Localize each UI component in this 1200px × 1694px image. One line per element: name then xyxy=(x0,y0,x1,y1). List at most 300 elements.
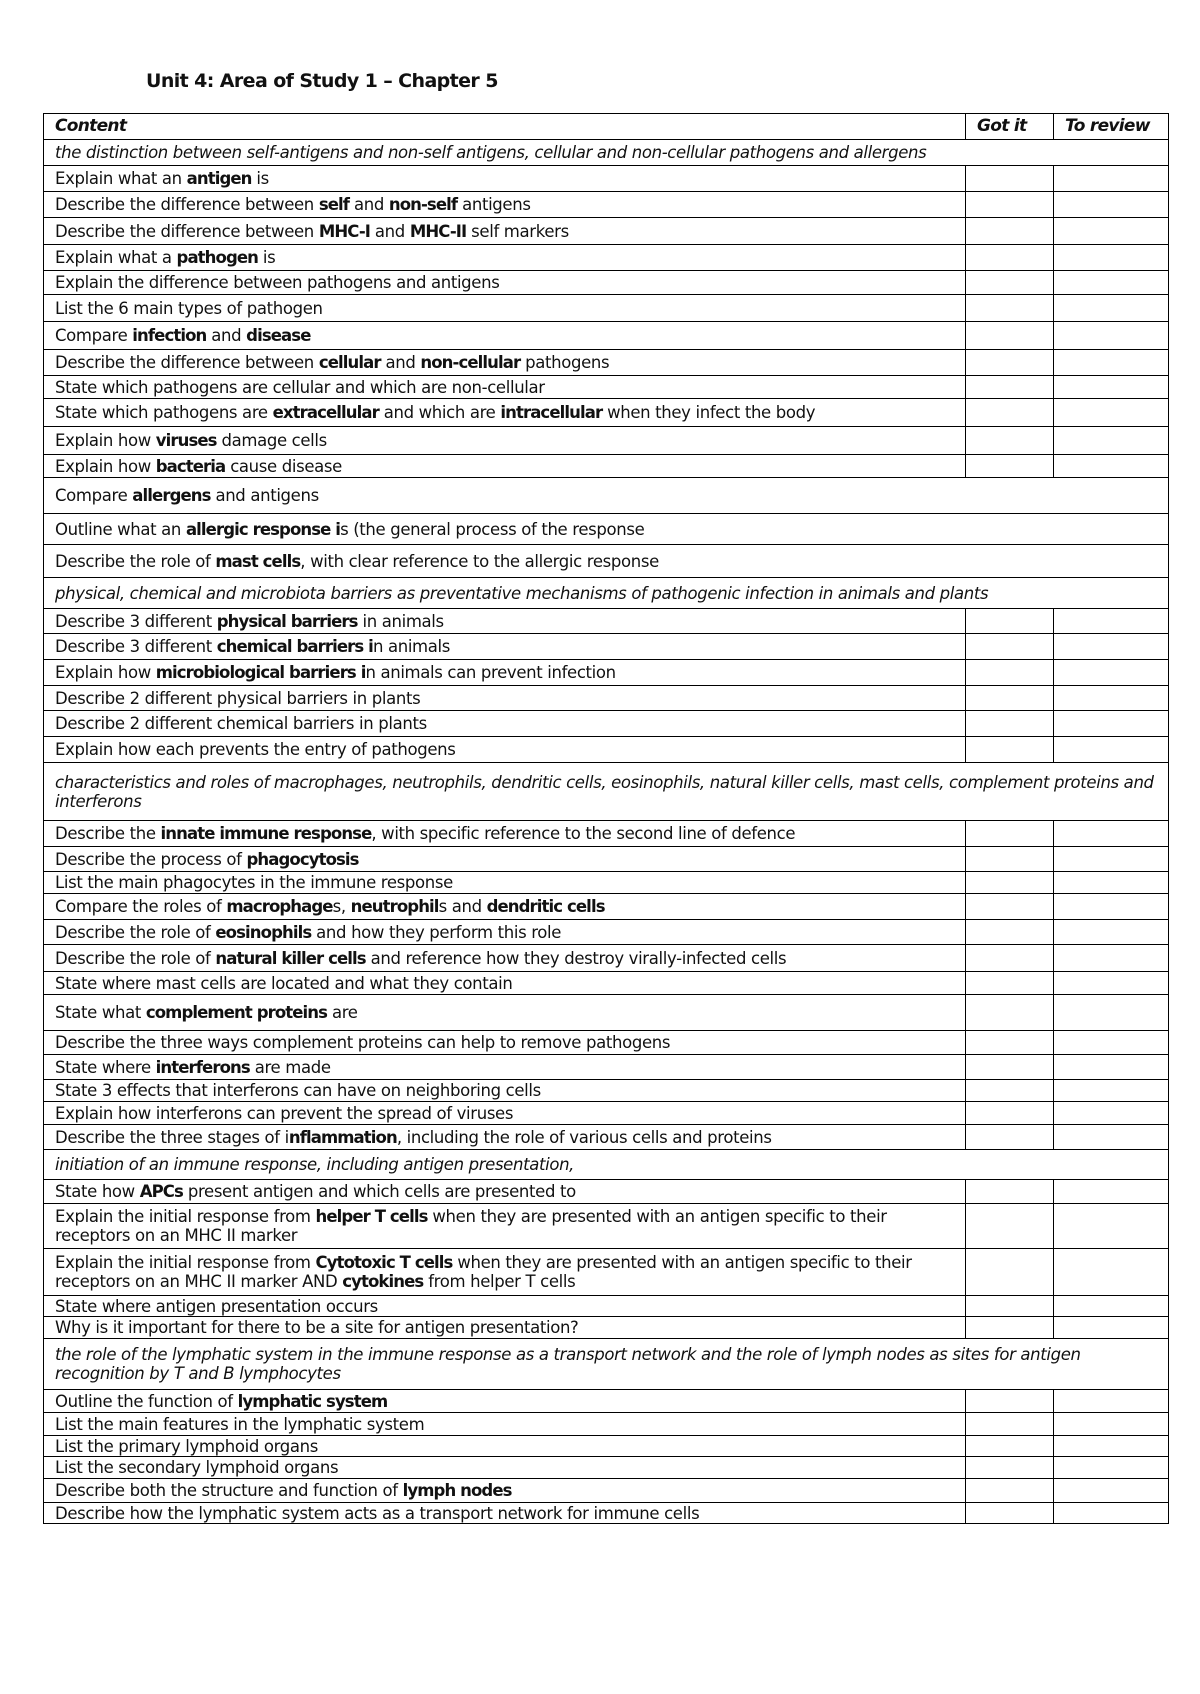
item-text-fragment: when they are presented with an antigen specific to their receptors on an MHC II marker AND xyxy=(55,1253,912,1291)
got-it-checkbox-cell[interactable] xyxy=(966,295,1054,322)
to-review-checkbox-cell[interactable] xyxy=(1054,427,1169,455)
item-text-fragment: pathogens xyxy=(520,353,610,372)
section-heading: physical, chemical and microbiota barriers as preventative mechanisms of pathogenic infection in animals and plants xyxy=(44,578,1169,609)
item-text-fragment: s (the general process of the response xyxy=(340,519,645,539)
checklist-item-text xyxy=(44,711,966,737)
got-it-checkbox-cell[interactable] xyxy=(966,1180,1054,1204)
checklist-item-text xyxy=(44,872,966,894)
key-term: helper T cells xyxy=(315,1207,428,1226)
key-term: pathogen xyxy=(176,248,258,267)
checklist-item-text xyxy=(44,514,1169,545)
got-it-checkbox-cell[interactable] xyxy=(966,245,1054,271)
to-review-checkbox-cell[interactable] xyxy=(1054,350,1169,376)
item-text-fragment: damage cells xyxy=(216,431,327,450)
item-text-fragment: Compare xyxy=(55,486,133,505)
header-content: Content xyxy=(44,114,966,140)
got-it-checkbox-cell[interactable] xyxy=(966,711,1054,737)
section-heading: characteristics and roles of macrophages, neutrophils, dendritic cells, eosinophils, natural killer cells, mast cells, complement proteins and interferons xyxy=(44,763,1169,821)
key-term: mast cells xyxy=(215,551,301,571)
checklist-row xyxy=(44,1296,1169,1317)
key-term: innate immune response xyxy=(160,824,372,843)
checklist-row xyxy=(44,995,1169,1031)
to-review-checkbox-cell[interactable] xyxy=(1054,1503,1169,1524)
checklist-item-text xyxy=(44,350,966,376)
checklist-row xyxy=(44,894,1169,920)
got-it-checkbox-cell[interactable] xyxy=(966,1080,1054,1102)
section-heading-row xyxy=(44,763,1169,821)
item-text-fragment: Compare xyxy=(55,326,133,345)
checklist-item-text xyxy=(44,686,966,711)
got-it-checkbox-cell[interactable] xyxy=(966,218,1054,245)
checklist-item-text xyxy=(44,322,966,350)
item-text-fragment: Explain what an xyxy=(55,169,187,188)
to-review-checkbox-cell[interactable] xyxy=(1054,455,1169,478)
key-term: eosinophils xyxy=(215,922,312,942)
key-term: cytokines xyxy=(342,1272,424,1291)
got-it-checkbox-cell[interactable] xyxy=(966,1296,1054,1317)
section-heading-row xyxy=(44,578,1169,609)
to-review-checkbox-cell[interactable] xyxy=(1054,711,1169,737)
item-text-fragment: List the main features in the lymphatic system xyxy=(55,1414,425,1434)
checklist-row xyxy=(44,972,1169,995)
item-text-fragment: antigens xyxy=(457,195,531,214)
item-text-fragment: from helper T cells xyxy=(423,1272,576,1291)
key-term: lymph nodes xyxy=(402,1481,512,1500)
checklist-item-text xyxy=(44,376,966,399)
checklist-row xyxy=(44,192,1169,218)
key-term: MHC-I xyxy=(318,221,371,241)
item-text-fragment: Describe the role of xyxy=(55,551,216,571)
got-it-checkbox-cell[interactable] xyxy=(966,192,1054,218)
checklist-row xyxy=(44,271,1169,295)
section-heading: the role of the lymphatic system in the immune response as a transport network and the role of lymph nodes as sites for antigen recognition by T and B lymphocytes xyxy=(44,1339,1169,1390)
checklist-row xyxy=(44,350,1169,376)
checklist-row xyxy=(44,166,1169,192)
checklist-item-text xyxy=(44,1479,966,1503)
item-text-fragment: State where mast cells are located and what they contain xyxy=(55,973,513,993)
got-it-checkbox-cell[interactable] xyxy=(966,271,1054,295)
checklist-item-text xyxy=(44,1457,966,1479)
got-it-checkbox-cell[interactable] xyxy=(966,376,1054,399)
to-review-checkbox-cell[interactable] xyxy=(1054,1031,1169,1055)
key-term: nflammation xyxy=(288,1127,397,1147)
item-text-fragment: are xyxy=(327,1003,358,1022)
key-term: APCs xyxy=(139,1182,183,1201)
key-term: lymphatic system xyxy=(237,1391,388,1411)
checklist-row xyxy=(44,1249,1169,1296)
got-it-checkbox-cell[interactable] xyxy=(966,166,1054,192)
checklist-row xyxy=(44,660,1169,686)
item-text-fragment: Describe the role of xyxy=(55,948,216,968)
item-text-fragment: and how they perform this role xyxy=(311,922,562,942)
to-review-checkbox-cell[interactable] xyxy=(1054,1102,1169,1125)
item-text-fragment: Explain the initial response from xyxy=(55,1253,316,1272)
to-review-checkbox-cell[interactable] xyxy=(1054,1296,1169,1317)
checklist-row xyxy=(44,1055,1169,1080)
checklist-row xyxy=(44,1413,1169,1436)
item-text-fragment: Outline the function of xyxy=(55,1391,238,1411)
to-review-checkbox-cell[interactable] xyxy=(1054,1436,1169,1457)
to-review-checkbox-cell[interactable] xyxy=(1054,945,1169,972)
item-text-fragment: State where antigen presentation occurs xyxy=(55,1296,378,1316)
got-it-checkbox-cell[interactable] xyxy=(966,1457,1054,1479)
checklist-item-text xyxy=(44,609,966,634)
checklist-row xyxy=(44,1204,1169,1249)
checklist-item-text xyxy=(44,1249,966,1296)
checklist-item-text xyxy=(44,1055,966,1080)
item-text-fragment: present antigen and which cells are presented to xyxy=(182,1182,576,1201)
item-text-fragment: , with specific reference to the second line of defence xyxy=(371,824,796,843)
got-it-checkbox-cell[interactable] xyxy=(966,350,1054,376)
checklist-row xyxy=(44,821,1169,847)
to-review-checkbox-cell[interactable] xyxy=(1054,1204,1169,1249)
checklist-item-text xyxy=(44,920,966,945)
to-review-checkbox-cell[interactable] xyxy=(1054,295,1169,322)
to-review-checkbox-cell[interactable] xyxy=(1054,634,1169,660)
checklist-row xyxy=(44,295,1169,322)
to-review-checkbox-cell[interactable] xyxy=(1054,686,1169,711)
key-term: allergens xyxy=(132,486,211,505)
got-it-checkbox-cell[interactable] xyxy=(966,1413,1054,1436)
checklist-item-text xyxy=(44,1503,966,1524)
got-it-checkbox-cell[interactable] xyxy=(966,455,1054,478)
checklist-row xyxy=(44,609,1169,634)
checklist-item-text xyxy=(44,427,966,455)
key-term: physical barriers xyxy=(216,611,358,631)
to-review-checkbox-cell[interactable] xyxy=(1054,995,1169,1031)
key-term: Cytotoxic T cells xyxy=(315,1253,453,1272)
key-term: complement proteins xyxy=(145,1003,328,1022)
item-text-fragment: List the 6 main types of pathogen xyxy=(55,298,323,318)
checklist-item-text xyxy=(44,1413,966,1436)
got-it-checkbox-cell[interactable] xyxy=(966,660,1054,686)
got-it-checkbox-cell[interactable] xyxy=(966,1055,1054,1080)
section-heading-row xyxy=(44,1339,1169,1390)
item-text-fragment: and xyxy=(370,221,410,241)
to-review-checkbox-cell[interactable] xyxy=(1054,660,1169,686)
item-text-fragment: Explain how xyxy=(55,456,156,476)
to-review-checkbox-cell[interactable] xyxy=(1054,609,1169,634)
to-review-checkbox-cell[interactable] xyxy=(1054,1413,1169,1436)
item-text-fragment: is xyxy=(251,169,269,188)
checklist-item-text xyxy=(44,945,966,972)
item-text-fragment: Explain how each prevents the entry of pathogens xyxy=(55,740,456,759)
got-it-checkbox-cell[interactable] xyxy=(966,1503,1054,1524)
item-text-fragment: , with clear reference to the allergic response xyxy=(300,551,659,571)
key-term: neutrophil xyxy=(350,897,439,916)
checklist-row xyxy=(44,218,1169,245)
got-it-checkbox-cell[interactable] xyxy=(966,972,1054,995)
study-checklist-table xyxy=(43,113,1169,1524)
got-it-checkbox-cell[interactable] xyxy=(966,1390,1054,1413)
key-term: intracellular xyxy=(500,403,603,422)
to-review-checkbox-cell[interactable] xyxy=(1054,737,1169,763)
to-review-checkbox-cell[interactable] xyxy=(1054,218,1169,245)
checklist-row xyxy=(44,1125,1169,1150)
got-it-checkbox-cell[interactable] xyxy=(966,399,1054,427)
item-text-fragment: is xyxy=(258,248,276,267)
item-text-fragment: Explain the initial response from xyxy=(55,1207,316,1226)
checklist-item-text xyxy=(44,271,966,295)
key-term: non-self xyxy=(388,195,458,214)
item-text-fragment: and xyxy=(349,195,389,214)
to-review-checkbox-cell[interactable] xyxy=(1054,322,1169,350)
checklist-item-text xyxy=(44,737,966,763)
checklist-row xyxy=(44,711,1169,737)
checklist-row xyxy=(44,1102,1169,1125)
got-it-checkbox-cell[interactable] xyxy=(966,737,1054,763)
got-it-checkbox-cell[interactable] xyxy=(966,847,1054,872)
key-term: cellular xyxy=(318,353,381,372)
checklist-row xyxy=(44,872,1169,894)
item-text-fragment: State where xyxy=(55,1057,156,1077)
to-review-checkbox-cell[interactable] xyxy=(1054,1479,1169,1503)
key-term: viruses xyxy=(155,431,217,450)
checklist-row xyxy=(44,1080,1169,1102)
checklist-item-text xyxy=(44,399,966,427)
checklist-row xyxy=(44,1317,1169,1339)
checklist-row xyxy=(44,686,1169,711)
key-term: microbiological barriers i xyxy=(155,663,366,682)
checklist-row xyxy=(44,1479,1169,1503)
got-it-checkbox-cell[interactable] xyxy=(966,1317,1054,1339)
item-text-fragment: n animals xyxy=(372,637,451,656)
item-text-fragment: State 3 effects that interferons can have on neighboring cells xyxy=(55,1081,541,1100)
to-review-checkbox-cell[interactable] xyxy=(1054,1317,1169,1339)
got-it-checkbox-cell[interactable] xyxy=(966,1125,1054,1150)
item-text-fragment: Describe the difference between xyxy=(55,195,319,214)
item-text-fragment: cause disease xyxy=(225,456,342,476)
to-review-checkbox-cell[interactable] xyxy=(1054,399,1169,427)
item-text-fragment: Compare the roles of xyxy=(55,897,227,916)
checklist-row xyxy=(44,1503,1169,1524)
got-it-checkbox-cell[interactable] xyxy=(966,1204,1054,1249)
checklist-item-text xyxy=(44,455,966,478)
key-term: allergic response i xyxy=(185,519,341,539)
item-text-fragment: Explain the difference between pathogens and antigens xyxy=(55,273,500,292)
item-text-fragment: when they are presented with an antigen specific to their receptors on an MHC II marker xyxy=(55,1207,887,1245)
key-term: self xyxy=(318,195,350,214)
key-term: infection xyxy=(132,326,207,345)
item-text-fragment: and which are xyxy=(378,403,501,422)
item-text-fragment: List the primary lymphoid organs xyxy=(55,1436,319,1456)
section-heading-row xyxy=(44,1150,1169,1180)
got-it-checkbox-cell[interactable] xyxy=(966,1031,1054,1055)
checklist-item-text xyxy=(44,894,966,920)
section-heading: the distinction between self-antigens and non-self antigens, cellular and non-cellular pathogens and allergens xyxy=(44,140,1169,166)
item-text-fragment: Describe the role of xyxy=(55,922,216,942)
checklist-row xyxy=(44,634,1169,660)
checklist-row xyxy=(44,545,1169,578)
item-text-fragment: when they infect the body xyxy=(602,403,816,422)
key-term: non-cellular xyxy=(420,353,521,372)
checklist-row xyxy=(44,455,1169,478)
checklist-row xyxy=(44,1457,1169,1479)
item-text-fragment: Why is it important for there to be a site for antigen presentation? xyxy=(55,1318,579,1337)
checklist-item-text xyxy=(44,1317,966,1339)
to-review-checkbox-cell[interactable] xyxy=(1054,1390,1169,1413)
checklist-item-text xyxy=(44,295,966,322)
checklist-item-text xyxy=(44,995,966,1031)
checklist-item-text xyxy=(44,545,1169,578)
item-text-fragment: Outline what an xyxy=(55,519,186,539)
header-row xyxy=(44,114,1169,140)
key-term: macrophage xyxy=(226,897,333,916)
to-review-checkbox-cell[interactable] xyxy=(1054,166,1169,192)
item-text-fragment: List the main phagocytes in the immune response xyxy=(55,873,453,892)
key-term: bacteria xyxy=(155,456,226,476)
key-term: dendritic cells xyxy=(486,897,605,916)
item-text-fragment: Describe 2 different chemical barriers in plants xyxy=(55,714,427,733)
checklist-row xyxy=(44,514,1169,545)
to-review-checkbox-cell[interactable] xyxy=(1054,192,1169,218)
item-text-fragment: Describe the three stages of i xyxy=(55,1127,289,1147)
checklist-row xyxy=(44,478,1169,514)
checklist-item-text xyxy=(44,166,966,192)
item-text-fragment: State which pathogens are cellular and which are non-cellular xyxy=(55,377,545,397)
item-text-fragment: State which pathogens are xyxy=(55,403,273,422)
to-review-checkbox-cell[interactable] xyxy=(1054,1055,1169,1080)
checklist-item-text xyxy=(44,1296,966,1317)
got-it-checkbox-cell[interactable] xyxy=(966,945,1054,972)
header-got-it: Got it xyxy=(966,114,1054,140)
key-term: phagocytosis xyxy=(246,849,359,869)
got-it-checkbox-cell[interactable] xyxy=(966,634,1054,660)
checklist-row xyxy=(44,399,1169,427)
checklist-item-text xyxy=(44,1436,966,1457)
checklist-item-text xyxy=(44,1102,966,1125)
got-it-checkbox-cell[interactable] xyxy=(966,322,1054,350)
item-text-fragment: Describe how the lymphatic system acts as a transport network for immune cells xyxy=(55,1503,700,1523)
item-text-fragment: List the secondary lymphoid organs xyxy=(55,1458,339,1477)
checklist-item-text xyxy=(44,192,966,218)
item-text-fragment: n animals can prevent infection xyxy=(365,663,616,682)
checklist-item-text xyxy=(44,1031,966,1055)
to-review-checkbox-cell[interactable] xyxy=(1054,1125,1169,1150)
to-review-checkbox-cell[interactable] xyxy=(1054,847,1169,872)
to-review-checkbox-cell[interactable] xyxy=(1054,920,1169,945)
item-text-fragment: Describe the difference between xyxy=(55,221,319,241)
checklist-item-text xyxy=(44,847,966,872)
to-review-checkbox-cell[interactable] xyxy=(1054,872,1169,894)
to-review-checkbox-cell[interactable] xyxy=(1054,1249,1169,1296)
section-heading: initiation of an immune response, including antigen presentation, xyxy=(44,1150,1169,1180)
item-text-fragment: in animals xyxy=(357,611,444,631)
item-text-fragment: Describe both the structure and function of xyxy=(55,1481,403,1500)
header-to-review: To review xyxy=(1054,114,1169,140)
checklist-row xyxy=(44,427,1169,455)
checklist-item-text xyxy=(44,972,966,995)
checklist-row xyxy=(44,945,1169,972)
got-it-checkbox-cell[interactable] xyxy=(966,920,1054,945)
to-review-checkbox-cell[interactable] xyxy=(1054,1180,1169,1204)
got-it-checkbox-cell[interactable] xyxy=(966,995,1054,1031)
checklist-item-text xyxy=(44,245,966,271)
key-term: antigen xyxy=(186,169,252,188)
item-text-fragment: s, xyxy=(332,897,351,916)
checklist-row xyxy=(44,376,1169,399)
checklist-row xyxy=(44,1180,1169,1204)
checklist-row xyxy=(44,1390,1169,1413)
key-term: interferons xyxy=(155,1057,250,1077)
item-text-fragment: Explain what a xyxy=(55,248,177,267)
to-review-checkbox-cell[interactable] xyxy=(1054,1080,1169,1102)
key-term: natural killer cells xyxy=(215,948,366,968)
got-it-checkbox-cell[interactable] xyxy=(966,1249,1054,1296)
item-text-fragment: and antigens xyxy=(210,486,319,505)
checklist-item-text xyxy=(44,1204,966,1249)
item-text-fragment: Describe the difference between xyxy=(55,353,319,372)
item-text-fragment: Describe 3 different xyxy=(55,637,217,656)
item-text-fragment: Describe the three ways complement proteins can help to remove pathogens xyxy=(55,1033,671,1052)
key-term: disease xyxy=(246,326,311,345)
checklist-row xyxy=(44,322,1169,350)
checklist-row xyxy=(44,1031,1169,1055)
checklist-item-text xyxy=(44,660,966,686)
item-text-fragment: State how xyxy=(55,1182,140,1201)
got-it-checkbox-cell[interactable] xyxy=(966,894,1054,920)
got-it-checkbox-cell[interactable] xyxy=(966,609,1054,634)
to-review-checkbox-cell[interactable] xyxy=(1054,245,1169,271)
checklist-item-text xyxy=(44,634,966,660)
got-it-checkbox-cell[interactable] xyxy=(966,427,1054,455)
key-term: extracellular xyxy=(272,403,379,422)
item-text-fragment: State what xyxy=(55,1003,146,1022)
to-review-checkbox-cell[interactable] xyxy=(1054,894,1169,920)
to-review-checkbox-cell[interactable] xyxy=(1054,376,1169,399)
to-review-checkbox-cell[interactable] xyxy=(1054,972,1169,995)
got-it-checkbox-cell[interactable] xyxy=(966,821,1054,847)
checklist-item-text xyxy=(44,1080,966,1102)
item-text-fragment: , including the role of various cells and proteins xyxy=(396,1127,772,1147)
item-text-fragment: self markers xyxy=(466,221,569,241)
checklist-item-text xyxy=(44,1180,966,1204)
checklist-row xyxy=(44,920,1169,945)
item-text-fragment: s and xyxy=(438,897,487,916)
item-text-fragment: Describe the xyxy=(55,824,161,843)
section-heading-row xyxy=(44,140,1169,166)
checklist-item-text xyxy=(44,821,966,847)
item-text-fragment: are made xyxy=(249,1057,331,1077)
item-text-fragment: and xyxy=(206,326,247,345)
item-text-fragment: Explain how xyxy=(55,663,156,682)
checklist-row xyxy=(44,245,1169,271)
to-review-checkbox-cell[interactable] xyxy=(1054,1457,1169,1479)
item-text-fragment: and xyxy=(380,353,421,372)
got-it-checkbox-cell[interactable] xyxy=(966,686,1054,711)
got-it-checkbox-cell[interactable] xyxy=(966,1102,1054,1125)
item-text-fragment: Explain how xyxy=(55,431,156,450)
item-text-fragment: and reference how they destroy virally-infected cells xyxy=(365,948,787,968)
checklist-item-text xyxy=(44,1390,966,1413)
checklist-item-text xyxy=(44,478,1169,514)
document-title: Unit 4: Area of Study 1 – Chapter 5 xyxy=(146,70,498,92)
checklist-row xyxy=(44,847,1169,872)
to-review-checkbox-cell[interactable] xyxy=(1054,821,1169,847)
checklist-row xyxy=(44,1436,1169,1457)
item-text-fragment: Describe the process of xyxy=(55,849,247,869)
got-it-checkbox-cell[interactable] xyxy=(966,1436,1054,1457)
key-term: MHC-II xyxy=(409,221,467,241)
item-text-fragment: Describe 3 different xyxy=(55,611,217,631)
got-it-checkbox-cell[interactable] xyxy=(966,872,1054,894)
item-text-fragment: Describe 2 different physical barriers in plants xyxy=(55,688,421,708)
checklist-item-text xyxy=(44,218,966,245)
checklist-item-text xyxy=(44,1125,966,1150)
to-review-checkbox-cell[interactable] xyxy=(1054,271,1169,295)
got-it-checkbox-cell[interactable] xyxy=(966,1479,1054,1503)
checklist-row xyxy=(44,737,1169,763)
